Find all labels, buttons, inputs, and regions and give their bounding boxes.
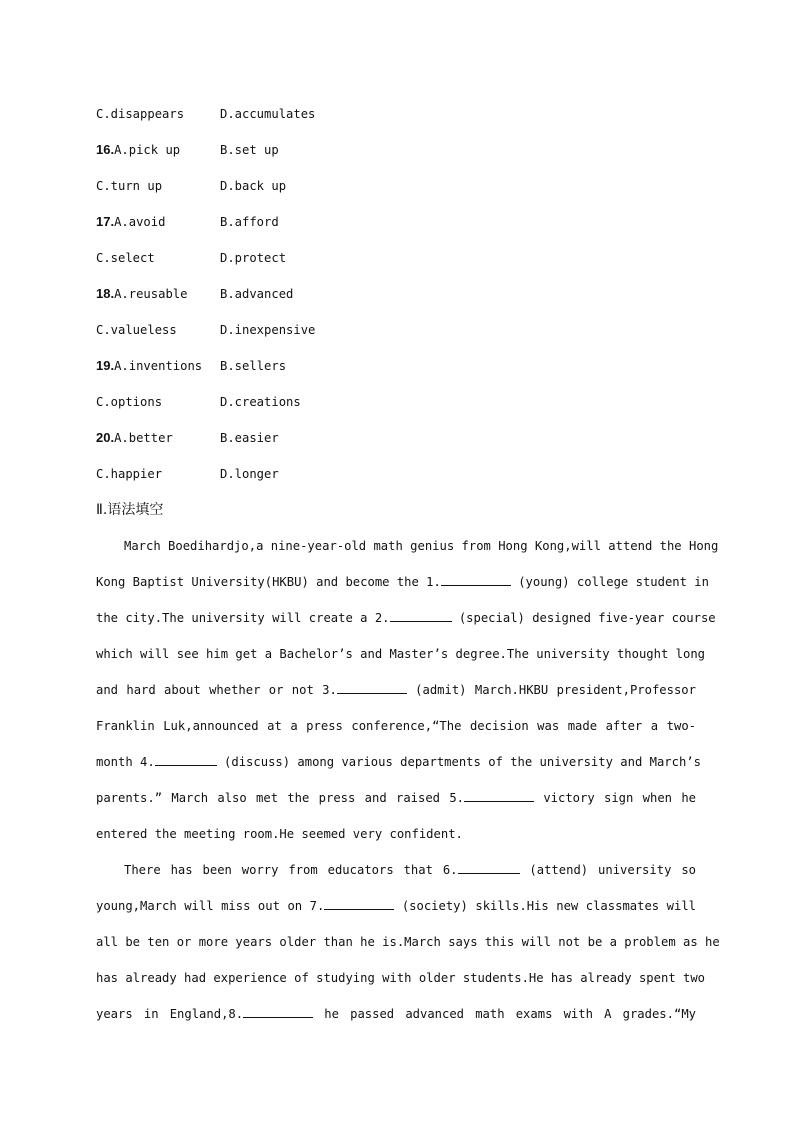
option-text: C.select — [96, 251, 155, 265]
option-text: D.inexpensive — [220, 323, 316, 337]
answer-blank[interactable] — [324, 896, 394, 910]
option-text: A.reusable — [114, 287, 188, 301]
passage-line: There has been worry from educators that 6. (attend) university so — [124, 860, 696, 880]
passage-line: month 4. (discuss) among various departments of the university and March’s — [96, 752, 696, 772]
passage-line: has already had experience of studying with older students.He has already spent two — [96, 971, 706, 985]
question-number: 16. — [96, 142, 115, 157]
option-text: A.inventions — [114, 359, 203, 373]
option-text: C.happier — [96, 467, 163, 481]
option-text: B.set up — [220, 143, 279, 157]
answer-blank[interactable] — [390, 608, 452, 622]
option-text: A.avoid — [114, 215, 166, 229]
question-number: 17. — [96, 214, 115, 229]
question-number: 18. — [96, 286, 115, 301]
passage-line: years in England,8. he passed advanced math exams with A grades.“My — [96, 1004, 696, 1024]
option-text: C.valueless — [96, 323, 177, 337]
option-text: B.sellers — [220, 359, 287, 373]
question-number: 19. — [96, 358, 115, 373]
passage-line: all be ten or more years older than he is.March says this will not be a problem as he — [96, 935, 720, 949]
passage-line: Kong Baptist University(HKBU) and become the 1. (young) college student in — [96, 572, 696, 592]
option-text: D.back up — [220, 179, 287, 193]
passage-line: Franklin Luk,announced at a press conference,“The decision was made after a two- — [96, 719, 696, 733]
option-text: D.longer — [220, 467, 279, 481]
option-text: B.advanced — [220, 287, 294, 301]
answer-blank[interactable] — [458, 860, 520, 874]
answer-blank[interactable] — [464, 788, 534, 802]
passage-line: young,March will miss out on 7. (society) skills.His new classmates will — [96, 896, 696, 916]
passage-line: entered the meeting room.He seemed very confident. — [96, 827, 463, 841]
option-text: C.options — [96, 395, 163, 409]
passage-line: which will see him get a Bachelor’s and Master’s degree.The university thought long — [96, 647, 706, 661]
option-text: B.afford — [220, 215, 279, 229]
option-text: B.easier — [220, 431, 279, 445]
option-text: A.pick up — [114, 143, 181, 157]
passage-line: March Boedihardjo,a nine-year-old math genius from Hong Kong,will attend the Hong — [124, 539, 719, 553]
option-text: C.disappears — [96, 107, 185, 121]
answer-blank[interactable] — [155, 752, 217, 766]
answer-blank[interactable] — [243, 1004, 313, 1018]
option-text: D.creations — [220, 395, 301, 409]
passage-line: the city.The university will create a 2. (special) designed five-year course — [96, 608, 696, 628]
question-number: 20. — [96, 430, 115, 445]
section-heading: Ⅱ.语法填空 — [96, 502, 164, 518]
option-text: D.accumulates — [220, 107, 316, 121]
passage-line: and hard about whether or not 3. (admit) March.HKBU president,Professor — [96, 680, 696, 700]
option-text: D.protect — [220, 251, 287, 265]
passage-line: parents.” March also met the press and raised 5. victory sign when he — [96, 788, 696, 808]
answer-blank[interactable] — [441, 572, 511, 586]
answer-blank[interactable] — [337, 680, 407, 694]
option-text: A.better — [114, 431, 173, 445]
option-text: C.turn up — [96, 179, 163, 193]
